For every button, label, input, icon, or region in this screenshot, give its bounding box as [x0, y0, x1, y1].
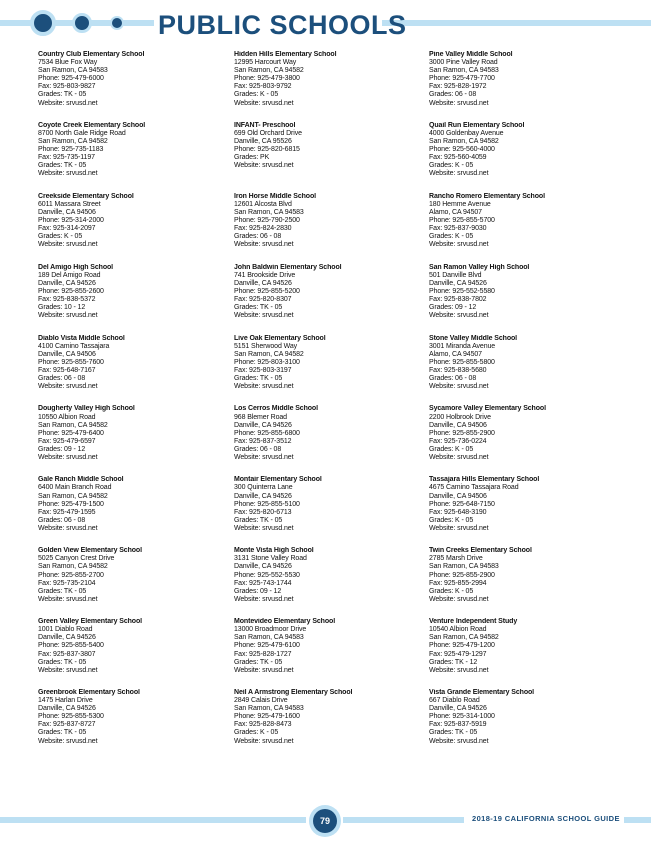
school-entry: [234, 335, 424, 406]
school-phone: Phone: 925-803-3100: [234, 358, 300, 366]
school-grades: Grades: TK - 05: [234, 658, 283, 666]
school-entry: [429, 547, 619, 618]
school-city: San Ramon, CA 94583: [429, 563, 499, 571]
footer-rule-right: [343, 817, 464, 823]
school-city: San Ramon, CA 94582: [429, 138, 499, 146]
school-address: 2785 Marsh Drive: [429, 555, 483, 563]
school-fax: Fax: 925-735-2104: [38, 579, 96, 587]
school-website: Website: srvusd.net: [38, 737, 98, 745]
school-city: San Ramon, CA 94583: [234, 705, 304, 713]
school-name: Live Oak Elementary School: [234, 334, 326, 342]
school-entry: [429, 51, 619, 122]
school-website: Website: srvusd.net: [38, 241, 98, 249]
school-address: 12601 Alcosta Blvd: [234, 200, 292, 208]
school-grades: Grades: 09 - 12: [429, 304, 477, 312]
school-city: San Ramon, CA 94582: [234, 67, 304, 75]
school-address: 3131 Stone Valley Road: [234, 555, 307, 563]
school-city: Danville, CA 94526: [234, 492, 292, 500]
school-name: Green Valley Elementary School: [38, 618, 142, 626]
school-entry: [234, 51, 424, 122]
school-grades: Grades: TK - 05: [38, 587, 87, 595]
school-name: Sycamore Valley Elementary School: [429, 405, 546, 413]
school-address: 6400 Main Branch Road: [38, 484, 112, 492]
school-column-2: [234, 51, 424, 760]
school-website: Website: srvusd.net: [234, 241, 294, 249]
school-city: Danville, CA 94506: [429, 492, 487, 500]
school-city: San Ramon, CA 94582: [38, 492, 108, 500]
page-number: 79: [313, 809, 337, 833]
school-fax: Fax: 925-820-6713: [234, 508, 292, 516]
school-entry: [429, 405, 619, 476]
school-phone: Phone: 925-855-5300: [38, 713, 104, 721]
school-city: San Ramon, CA 94582: [234, 350, 304, 358]
school-name: Pine Valley Middle School: [429, 51, 513, 58]
school-fax: Fax: 925-314-2097: [38, 225, 96, 233]
school-phone: Phone: 925-479-7700: [429, 75, 495, 83]
school-fax: Fax: 925-648-3190: [429, 508, 487, 516]
school-address: 4100 Camino Tassajara: [38, 342, 110, 350]
school-address: 699 Old Orchard Drive: [234, 129, 302, 137]
school-phone: Phone: 925-855-5800: [429, 358, 495, 366]
school-entry: [429, 335, 619, 406]
school-fax: Fax: 925-803-9792: [234, 83, 292, 91]
school-website: Website: srvusd.net: [429, 170, 489, 178]
school-phone: Phone: 925-560-4000: [429, 146, 495, 154]
school-fax: Fax: 925-828-1727: [234, 650, 292, 658]
school-city: San Ramon, CA 94583: [234, 208, 304, 216]
school-grades: Grades: 10 - 12: [38, 304, 86, 312]
school-entry: [234, 193, 424, 264]
school-entry: [38, 547, 228, 618]
school-phone: Phone: 925-820-6815: [234, 146, 300, 154]
school-grades: Grades: TK - 05: [38, 729, 87, 737]
school-phone: Phone: 925-855-2600: [38, 287, 104, 295]
school-address: 6011 Massara Street: [38, 200, 101, 208]
school-phone: Phone: 925-855-5200: [234, 287, 300, 295]
school-fax: Fax: 925-479-1297: [429, 650, 487, 658]
school-grades: Grades: TK - 05: [234, 375, 283, 383]
school-entry: [429, 476, 619, 547]
school-fax: Fax: 925-838-5680: [429, 366, 487, 374]
school-phone: Phone: 925-479-3800: [234, 75, 300, 83]
school-address: 1001 Diablo Road: [38, 626, 93, 634]
school-phone: Phone: 925-552-5580: [429, 287, 495, 295]
school-website: Website: srvusd.net: [429, 312, 489, 320]
school-name: Country Club Elementary School: [38, 51, 145, 58]
school-entry: [38, 405, 228, 476]
school-city: San Ramon, CA 94582: [38, 421, 108, 429]
school-fax: Fax: 925-855-2994: [429, 579, 487, 587]
school-address: 968 Blemer Road: [234, 413, 287, 421]
school-website: Website: srvusd.net: [234, 99, 294, 107]
school-city: Danville, CA 94526: [38, 705, 96, 713]
school-name: Neil A Armstrong Elementary School: [234, 689, 353, 697]
school-entry: [38, 335, 228, 406]
school-website: Website: srvusd.net: [234, 454, 294, 462]
school-fax: Fax: 925-837-5919: [429, 721, 487, 729]
footer-rule-left: [0, 817, 306, 823]
school-city: San Ramon, CA 94582: [429, 634, 499, 642]
school-address: 3001 Miranda Avenue: [429, 342, 496, 350]
school-city: Danville, CA 94506: [38, 208, 96, 216]
school-fax: Fax: 925-479-1595: [38, 508, 96, 516]
school-name: Montair Elementary School: [234, 476, 322, 484]
school-website: Website: srvusd.net: [429, 666, 489, 674]
school-website: Website: srvusd.net: [38, 524, 98, 532]
school-address: 8700 North Gale Ridge Road: [38, 129, 126, 137]
school-city: Danville, CA 94526: [38, 634, 96, 642]
school-column-3: [429, 51, 619, 760]
school-fax: Fax: 925-838-5372: [38, 296, 96, 304]
school-city: Alamo, CA 94507: [429, 350, 482, 358]
school-city: Alamo, CA 94507: [429, 208, 482, 216]
header-rule-right: [382, 20, 651, 26]
school-phone: Phone: 925-855-5700: [429, 217, 495, 225]
page-number-badge: [309, 805, 341, 837]
school-fax: Fax: 925-837-3512: [234, 437, 292, 445]
school-grades: Grades: K - 05: [234, 91, 279, 99]
school-website: Website: srvusd.net: [429, 99, 489, 107]
school-phone: Phone: 925-479-6000: [38, 75, 104, 83]
school-phone: Phone: 925-855-5100: [234, 500, 300, 508]
school-name: Del Amigo High School: [38, 263, 114, 271]
school-entry: [234, 689, 424, 760]
school-name: Greenbrook Elementary School: [38, 689, 140, 697]
school-fax: Fax: 925-803-9827: [38, 83, 96, 91]
school-phone: Phone: 925-479-1600: [234, 713, 300, 721]
school-phone: Phone: 925-855-7600: [38, 358, 104, 366]
school-name: Monte Vista High School: [234, 547, 314, 555]
school-address: 667 Diablo Road: [429, 697, 480, 705]
school-address: 12995 Harcourt Way: [234, 59, 297, 67]
school-grades: Grades: TK - 12: [429, 658, 478, 666]
school-phone: Phone: 925-790-2500: [234, 217, 300, 225]
school-city: San Ramon, CA 94582: [38, 138, 108, 146]
school-website: Website: srvusd.net: [38, 383, 98, 391]
school-column-1: [38, 51, 228, 760]
school-address: 2200 Holbrook Drive: [429, 413, 491, 421]
school-website: Website: srvusd.net: [234, 162, 294, 170]
school-grades: Grades: TK - 05: [38, 162, 87, 170]
school-phone: Phone: 925-735-1183: [38, 146, 104, 154]
school-name: Diablo Vista Middle School: [38, 334, 125, 342]
school-website: Website: srvusd.net: [38, 454, 98, 462]
school-website: Website: srvusd.net: [429, 383, 489, 391]
school-name: Vista Grande Elementary School: [429, 689, 535, 697]
school-phone: Phone: 925-479-6400: [38, 429, 104, 437]
school-entry: [38, 193, 228, 264]
school-entry: [429, 264, 619, 335]
school-name: Rancho Romero Elementary School: [429, 192, 545, 200]
guide-title: 2018-19 CALIFORNIA SCHOOL GUIDE: [472, 814, 620, 823]
school-city: San Ramon, CA 94583: [429, 67, 499, 75]
school-website: Website: srvusd.net: [234, 312, 294, 320]
school-phone: Phone: 925-479-1500: [38, 500, 104, 508]
school-name: Creekside Elementary School: [38, 192, 134, 200]
school-phone: Phone: 925-855-2700: [38, 571, 104, 579]
school-city: Danville, CA 94526: [429, 705, 487, 713]
school-grades: Grades: 06 - 08: [38, 375, 86, 383]
school-fax: Fax: 925-837-9030: [429, 225, 487, 233]
school-address: 10540 Albion Road: [429, 626, 487, 634]
footer-rule-end: [624, 817, 651, 823]
school-phone: Phone: 925-314-1000: [429, 713, 495, 721]
school-city: Danville, CA 94506: [429, 421, 487, 429]
school-website: Website: srvusd.net: [234, 595, 294, 603]
school-fax: Fax: 925-560-4059: [429, 154, 487, 162]
school-grades: Grades: 06 - 08: [429, 375, 477, 383]
school-phone: Phone: 925-855-2900: [429, 429, 495, 437]
school-grades: Grades: 09 - 12: [234, 587, 282, 595]
school-fax: Fax: 925-803-3197: [234, 366, 292, 374]
school-website: Website: srvusd.net: [38, 170, 98, 178]
school-phone: Phone: 925-479-6100: [234, 642, 300, 650]
school-grades: Grades: PK: [234, 154, 270, 162]
header-dot-small-icon: [110, 16, 124, 30]
school-name: Venture Independent Study: [429, 618, 518, 626]
school-fax: Fax: 925-837-8727: [38, 721, 96, 729]
school-name: INFANT- Preschool: [234, 121, 296, 129]
school-phone: Phone: 925-314-2000: [38, 217, 104, 225]
school-grades: Grades: K - 05: [429, 516, 474, 524]
school-grades: Grades: TK - 05: [429, 729, 478, 737]
school-fax: Fax: 925-824-2830: [234, 225, 292, 233]
school-name: Montevideo Elementary School: [234, 618, 336, 626]
school-address: 4000 Goldenbay Avenue: [429, 129, 504, 137]
school-city: Danville, CA 94526: [234, 279, 292, 287]
school-grades: Grades: K - 05: [38, 233, 83, 241]
school-address: 5025 Canyon Crest Drive: [38, 555, 115, 563]
school-entry: [234, 122, 424, 193]
school-fax: Fax: 925-838-7802: [429, 296, 487, 304]
school-name: Golden View Elementary School: [38, 547, 142, 555]
school-entry: [234, 405, 424, 476]
school-city: Danville, CA 95526: [234, 138, 292, 146]
school-grades: Grades: 09 - 12: [38, 445, 86, 453]
school-name: Hidden Hills Elementary School: [234, 51, 337, 58]
school-grades: Grades: K - 05: [429, 162, 474, 170]
school-website: Website: srvusd.net: [234, 524, 294, 532]
school-address: 5151 Sherwood Way: [234, 342, 298, 350]
school-name: Stone Valley Middle School: [429, 334, 518, 342]
school-city: San Ramon, CA 94582: [38, 563, 108, 571]
school-address: 741 Brookside Drive: [234, 271, 296, 279]
school-phone: Phone: 925-552-5530: [234, 571, 300, 579]
school-grades: Grades: TK - 05: [234, 516, 283, 524]
school-fax: Fax: 925-743-1744: [234, 579, 292, 587]
school-phone: Phone: 925-855-6800: [234, 429, 300, 437]
header-dot-medium-icon: [72, 13, 92, 33]
school-fax: Fax: 925-828-1972: [429, 83, 487, 91]
school-grades: Grades: 06 - 08: [234, 233, 282, 241]
school-grades: Grades: TK - 05: [234, 304, 283, 312]
school-name: John Baldwin Elementary School: [234, 263, 342, 271]
header-rule-mid: [44, 20, 154, 26]
school-website: Website: srvusd.net: [429, 524, 489, 532]
school-address: 4675 Camino Tassajara Road: [429, 484, 519, 492]
school-website: Website: srvusd.net: [234, 666, 294, 674]
school-entry: [38, 122, 228, 193]
school-city: San Ramon, CA 94583: [38, 67, 108, 75]
school-grades: Grades: 06 - 08: [234, 445, 282, 453]
page-title: PUBLIC SCHOOLS: [158, 10, 407, 40]
school-entry: [38, 618, 228, 689]
school-city: Danville, CA 94526: [234, 421, 292, 429]
school-fax: Fax: 925-828-8473: [234, 721, 292, 729]
school-name: Coyote Creek Elementary School: [38, 121, 146, 129]
school-website: Website: srvusd.net: [38, 312, 98, 320]
school-grades: Grades: K - 05: [429, 233, 474, 241]
school-grades: Grades: TK - 05: [38, 658, 87, 666]
school-entry: [38, 264, 228, 335]
school-name: Iron Horse Middle School: [234, 192, 316, 200]
school-entry: [38, 689, 228, 760]
school-entry: [234, 264, 424, 335]
school-website: Website: srvusd.net: [38, 595, 98, 603]
school-phone: Phone: 925-855-2900: [429, 571, 495, 579]
school-address: 180 Hemme Avenue: [429, 200, 491, 208]
header-dot-large-icon: [30, 10, 56, 36]
school-phone: Phone: 925-648-7150: [429, 500, 495, 508]
school-website: Website: srvusd.net: [429, 241, 489, 249]
school-name: Los Cerros Middle School: [234, 405, 318, 413]
school-fax: Fax: 925-837-3807: [38, 650, 96, 658]
school-entry: [234, 618, 424, 689]
school-grades: Grades: TK - 05: [38, 91, 87, 99]
school-fax: Fax: 925-736-0224: [429, 437, 487, 445]
school-grades: Grades: K - 05: [429, 587, 474, 595]
school-website: Website: srvusd.net: [38, 99, 98, 107]
school-city: Danville, CA 94526: [38, 279, 96, 287]
school-website: Website: srvusd.net: [234, 737, 294, 745]
school-name: Twin Creeks Elementary School: [429, 547, 532, 555]
school-city: San Ramon, CA 94583: [234, 634, 304, 642]
school-city: Danville, CA 94526: [429, 279, 487, 287]
school-website: Website: srvusd.net: [429, 737, 489, 745]
school-grades: Grades: 06 - 08: [429, 91, 477, 99]
school-fax: Fax: 925-479-6597: [38, 437, 96, 445]
school-address: 1475 Harlan Drive: [38, 697, 93, 705]
school-entry: [429, 618, 619, 689]
school-website: Website: srvusd.net: [38, 666, 98, 674]
school-address: 300 Quinterra Lane: [234, 484, 293, 492]
school-name: San Ramon Valley High School: [429, 263, 530, 271]
school-address: 13000 Broadmoor Drive: [234, 626, 307, 634]
school-entry: [234, 476, 424, 547]
school-entry: [38, 476, 228, 547]
school-name: Dougherty Valley High School: [38, 405, 135, 413]
school-address: 3000 Pine Valley Road: [429, 59, 498, 67]
school-phone: Phone: 925-855-5400: [38, 642, 104, 650]
school-website: Website: srvusd.net: [429, 595, 489, 603]
school-name: Gale Ranch Middle School: [38, 476, 124, 484]
school-name: Quail Run Elementary School: [429, 121, 525, 129]
school-address: 501 Danville Blvd: [429, 271, 482, 279]
school-fax: Fax: 925-648-7167: [38, 366, 96, 374]
school-phone: Phone: 925-479-1200: [429, 642, 495, 650]
school-address: 2849 Calais Drive: [234, 697, 288, 705]
school-address: 189 Del Amigo Road: [38, 271, 101, 279]
school-fax: Fax: 925-820-8307: [234, 296, 292, 304]
school-name: Tassajara Hills Elementary School: [429, 476, 540, 484]
school-address: 7534 Blue Fox Way: [38, 59, 98, 67]
school-entry: [234, 547, 424, 618]
school-entry: [429, 122, 619, 193]
school-entry: [38, 51, 228, 122]
school-city: Danville, CA 94526: [234, 563, 292, 571]
school-website: Website: srvusd.net: [429, 454, 489, 462]
school-address: 10550 Albion Road: [38, 413, 96, 421]
school-grades: Grades: K - 05: [429, 445, 474, 453]
school-grades: Grades: K - 05: [234, 729, 279, 737]
school-grades: Grades: 06 - 08: [38, 516, 86, 524]
school-entry: [429, 193, 619, 264]
school-entry: [429, 689, 619, 760]
school-website: Website: srvusd.net: [234, 383, 294, 391]
school-city: Danville, CA 94506: [38, 350, 96, 358]
school-fax: Fax: 925-735-1197: [38, 154, 95, 162]
